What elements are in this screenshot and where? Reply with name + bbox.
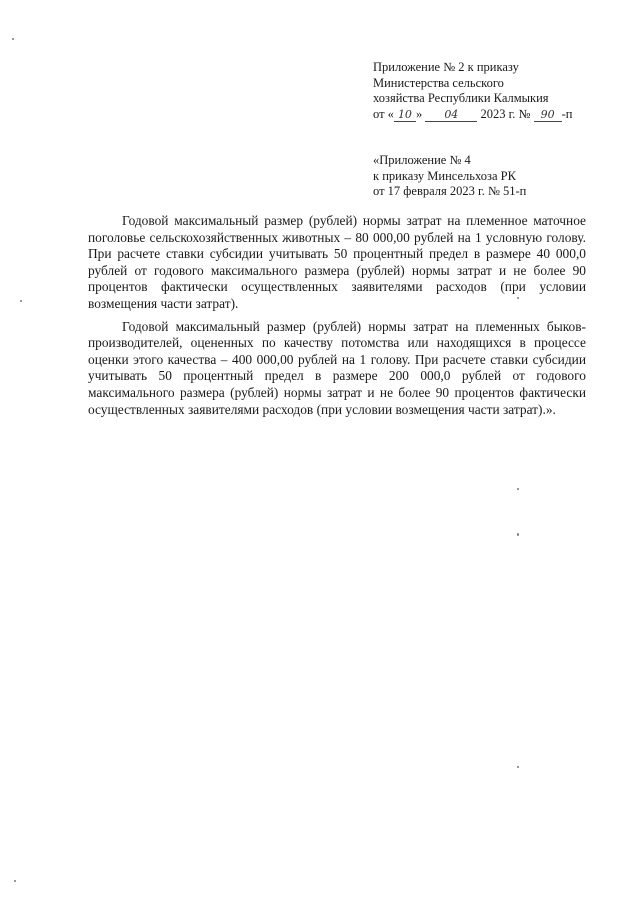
scan-speck [517, 766, 519, 768]
reference-header [373, 153, 613, 200]
date-mid: » [415, 106, 423, 121]
handwritten-order-number: 90 [534, 109, 562, 122]
scan-speck [12, 38, 14, 40]
reference-line-2: к приказу Минсельхоза РК [373, 168, 516, 183]
scan-speck [517, 533, 519, 536]
scan-speck [14, 880, 16, 882]
scan-speck [517, 488, 519, 490]
scan-speck [20, 300, 22, 302]
document-body [88, 213, 586, 424]
handwritten-day: 10 [394, 109, 416, 122]
handwritten-month: 04 [425, 109, 477, 122]
date-year: 2023 г. № [480, 106, 531, 121]
paragraph-breeding-bulls: Годовой максимальный размер (рублей) нормы затрат на племенных быков-производителей, оцененных по качеству потомства или находящихся в процессе оценки этого качества – 400 000,00 рублей на 1 голову. При расчете ставки субсидии учитывать 50 процентный предел в размере 200 000,0 рублей от годового максимального размера (рублей) нормы затрат и не более 90 процентов фактически осуществленных заявителями расходов (при условии возмещения части затрат).». [88, 318, 586, 417]
reference-line-3: от 17 февраля 2023 г. № 51-п [373, 184, 527, 198]
date-prefix: от « [373, 106, 394, 121]
approval-line-3: хозяйства Республики Калмыкия [373, 91, 549, 105]
approval-date-line [373, 107, 613, 123]
paragraph-breeding-livestock: Годовой максимальный размер (рублей) нормы затрат на племенное маточное поголовье сельскохозяйственных животных – 80 000,00 рублей на 1 условную голову. При расчете ставки субсидии учитывать 50 процентный предел в размере 40 000,0 рублей от годового максимального размера (рублей) нормы затрат и не более 90 процентов фактически осуществленных заявителями расходов (при условии возмещения части затрат). [88, 213, 586, 311]
reference-line-1: «Приложение № 4 [373, 153, 471, 167]
date-suffix: -п [561, 106, 573, 121]
approval-line-2: Министерства сельского [373, 75, 504, 90]
approval-header [373, 60, 613, 122]
approval-line-1: Приложение № 2 к приказу [373, 60, 519, 74]
scan-speck [517, 297, 519, 299]
